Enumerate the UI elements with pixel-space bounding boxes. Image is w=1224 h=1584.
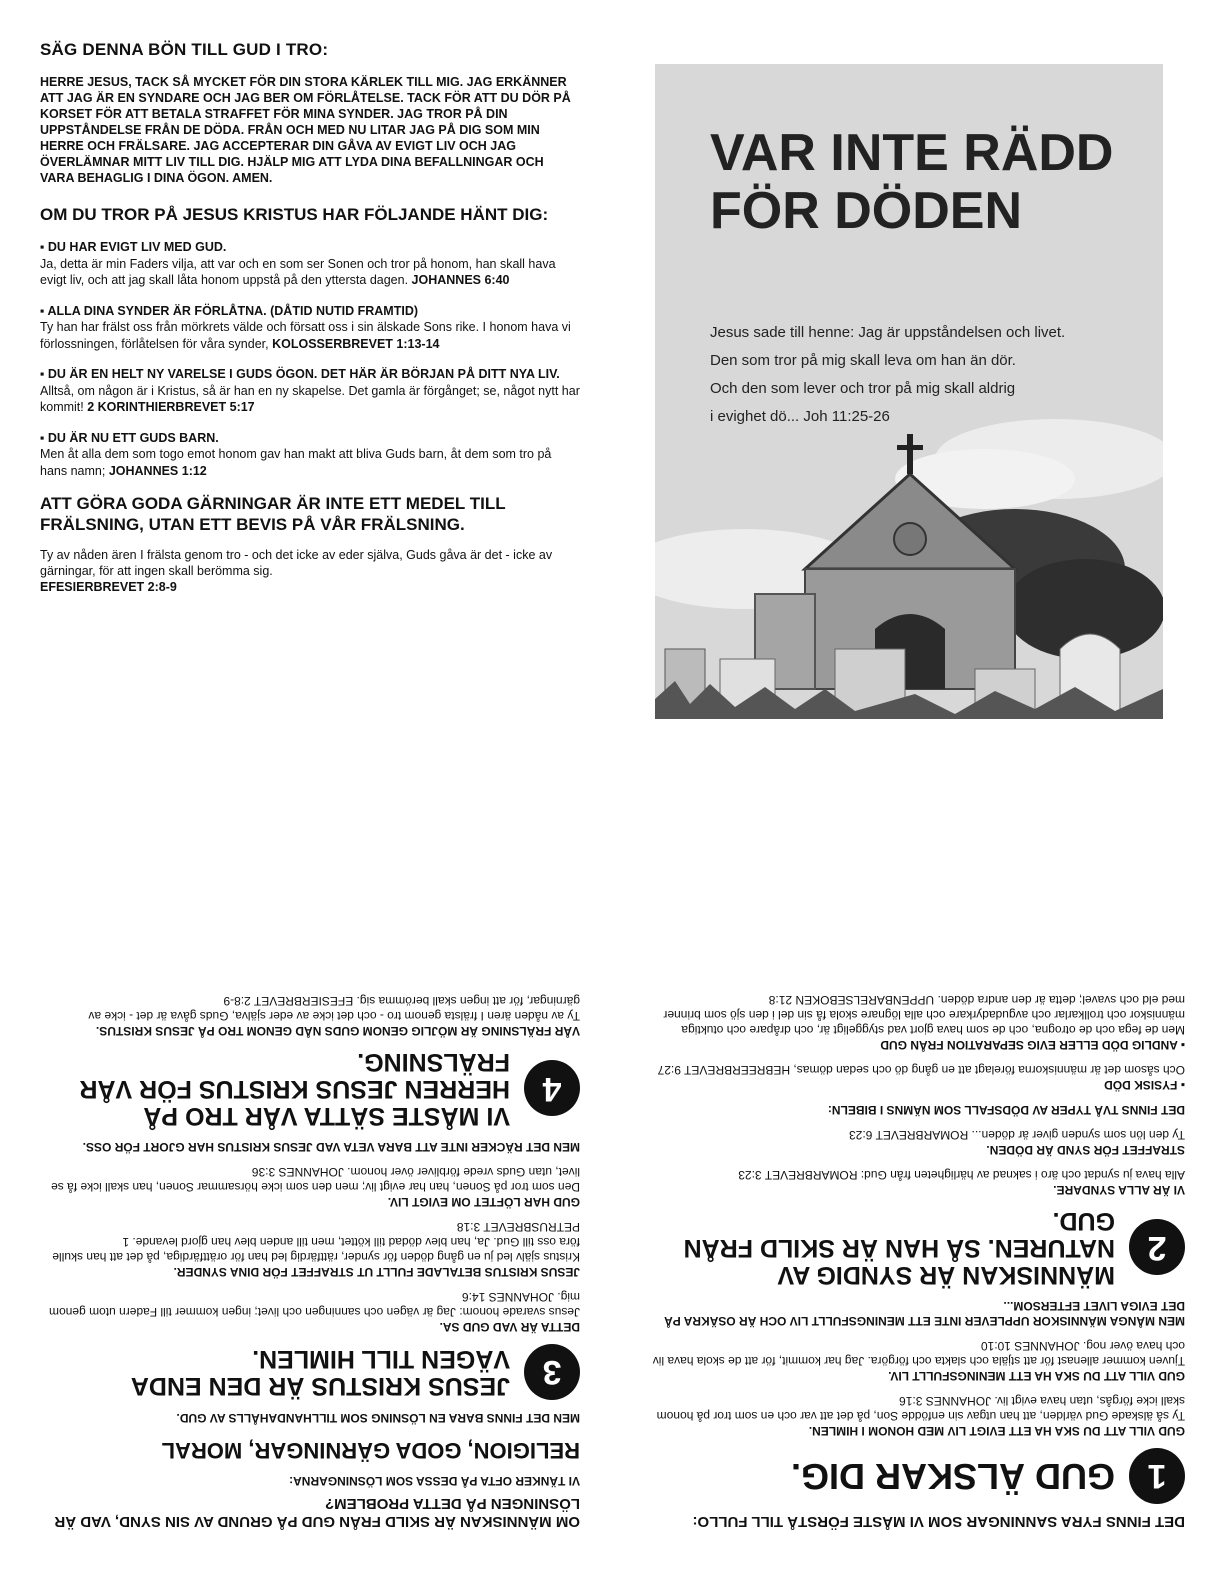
block-title: STRAFFET FÖR SYND ÄR DÖDEN. <box>986 1143 1185 1157</box>
prayer-panel <box>40 40 580 595</box>
cover-verse-line: Den som tror på mig skall leva om han än dör. <box>710 352 1016 369</box>
step-1-block <box>645 1338 1185 1383</box>
block-text: Kristus själv led ju en gång döden för synder, rättfärdig led han för orättfärdiga, på det att han skulle föra oss till Gud. Ja, han blev dödad till köttet, men till anden blev han gjord levande. 1 PETRUSBREVET 3:18 <box>52 1220 580 1264</box>
cover-verse-line: Jesus sade till henne: Jag är uppståndelsen och livet. <box>710 324 1066 341</box>
block-title: MEN MÅNGA MÄNNISKOR UPPLEVER INTE ETT MENINGSFULLT LIV OCH ÄR OSÄKRA PÅ DET EVIGA LIVET EFTERSOM... <box>664 1299 1185 1328</box>
cross-icon <box>897 445 923 450</box>
step-3-header <box>40 1344 580 1400</box>
step-3-number-badge: 3 <box>524 1344 580 1400</box>
step-4-block <box>40 993 580 1038</box>
benefit-text: Ja, detta är min Faders vilja, att var och en som ser Sonen och tror på honom, han skall hava evigt liv, och att jag skall låta honom uppstå på den yttersta dagen. <box>40 256 556 287</box>
step-2-header <box>645 1207 1185 1288</box>
step-1-block <box>645 1298 1185 1328</box>
problem-question: OM MÄNNISKAN ÄR SKILD FRÅN GUD PÅ GRUND AV SIN SYND, VAD ÄR LÖSNINGEN PÅ DETTA PROBLEM? <box>54 1495 580 1530</box>
block-title: VÅR FRÄLSNING ÄR MÖJLIG GENOM GUDS NÅD GENOM TRO PÅ JESUS KRISTUS. <box>95 1024 580 1038</box>
benefit-item <box>40 430 580 480</box>
step-2-block <box>645 1102 1185 1117</box>
block-text: Men de fega och de otrogna, och de som hava gjort vad styggeligt är, och dråpare och otuktiga människor och trollkarlar och avgudadyrkare och alla lögnare skola få sin del i den sjö som brinner med eld och svavel; detta är den andra döden. UPPENBARELSEBOKEN 21:8 <box>663 993 1185 1037</box>
cover-verse-line: Och den som lever och tror på mig skall aldrig <box>710 380 1016 397</box>
step-2-block <box>645 1062 1185 1092</box>
truths-panel-3-4 <box>40 860 580 1530</box>
step-1-header <box>645 1448 1185 1504</box>
step-3-title: JESUS KRISTUS ÄR DEN ENDA VÄGEN TILL HIMLEN. <box>131 1345 510 1400</box>
block-title: GUD HAR LÖFTET OM EVIGT LIV. <box>387 1195 580 1209</box>
step-2-block <box>645 1127 1185 1157</box>
good-works-heading: ATT GÖRA GODA GÄRNINGAR ÄR INTE ETT MEDEL TILL FRÄLSNING, UTAN ETT BEVIS PÅ VÅR FRÄLSNING. <box>40 494 506 534</box>
step-2-title: MÄNNISKAN ÄR SYNDIG AV NATUREN. SÅ HAN ÄR SKILD FRÅN GUD. <box>683 1207 1115 1289</box>
four-truths-intro: DET FINNS FYRA SANNINGAR SOM VI MÅSTE FÖRSTÅ TILL FULLO: <box>692 1513 1185 1530</box>
rose-window <box>894 523 926 555</box>
step-3-block <box>40 1289 580 1334</box>
block-title: ▪ ANDLIG DÖD ELLER EVIG SEPARATION FRÅN GUD <box>880 1038 1185 1052</box>
cover-title: VAR INTE RÄDD FÖR DÖDEN <box>710 124 1114 240</box>
step-1-title: GUD ÄLSKAR DIG. <box>791 1456 1115 1497</box>
common-solutions-intro: VI TÄNKER OFTA PÅ DESSA SOM LÖSNINGARNA: <box>289 1474 580 1488</box>
benefit-text: Ty han har frälst oss från mörkrets välde och försatt oss i sin älskade Sons rike. I honom hava vi förlossningen, förlåtelsen för våra synder, <box>40 320 571 351</box>
prayer-heading: SÄG DENNA BÖN TILL GUD I TRO: <box>40 40 329 59</box>
block-text: Jesus svarade honom: Jag är vägen och sanningen och livet; ingen kommer till Fadern utom genom mig. JOHANNES 14:6 <box>49 1290 580 1319</box>
step-4-header <box>40 1048 580 1129</box>
block-title: GUD VILL ATT DU SKA HA ETT EVIGT LIV MED HONOM I HIMLEN. <box>808 1424 1185 1438</box>
benefit-text: Men åt alla dem som togo emot honom gav han makt att bliva Guds barn, åt dem som tro på hans namn; <box>40 447 552 478</box>
step-2-block <box>645 992 1185 1052</box>
closing-ref: EFESIERBREVET 2:8-9 <box>40 580 177 594</box>
block-title: VI ÄR ALLA SYNDARE. <box>1053 1183 1185 1197</box>
step-3-block <box>40 1219 580 1279</box>
block-text: Tjuven kommer allenast för att stjäla och slakta och förgöra. Jag har kommit, för att de skola hava liv och hava över nog. JOHANNES 10:10 <box>652 1339 1185 1368</box>
benefit-ref: JOHANNES 6:40 <box>411 273 510 287</box>
cross-icon <box>907 434 913 474</box>
step-4-title: VI MÅSTE SÄTTA VÅR TRO PÅ HERREN JESUS KRISTUS FÖR VÅR FRÄLSNING. <box>79 1048 510 1130</box>
block-title: DET FINNS TVÅ TYPER AV DÖDSFALL SOM NÄMNS I BIBELN: <box>827 1103 1185 1117</box>
prayer-text: HERRE JESUS, TACK SÅ MYCKET FÖR DIN STORA KÄRLEK TILL MIG. JAG ERKÄNNER ATT JAG ÄR EN SYNDARE OCH JAG BER OM FÖRLÅTELSE. TACK FÖR ATT DU DÖR PÅ KORSET FÖR ATT BETALA STRAFFET FÖR MINA SYNDER. JAG TROR PÅ DIN UPPSTÅNDELSE FRÅN DE DÖDA. FRÅN OCH MED NU LITAR JAG PÅ DIG SOM MIN HERRE OCH FRÄLSARE. JAG ACCEPTERAR DIN GÅVA AV EVIGT LIV OCH JAG ÖVERLÄMNAR MITT LIV TILL DIG. HJÄLP MIG ATT LYDA DINA BEFALLNINGAR OCH VARA BEHAGLIG I DINA ÖGON. AMEN. <box>40 75 571 185</box>
block-text: Alla hava ju syndat och äro i saknad av härligheten från Gud: ROMARBREVET 3:23 <box>738 1168 1185 1182</box>
closing-text: Ty av nåden ären I frälsta genom tro - och det icke av eder själva, Guds gåva är det - icke av gärningar, för att ingen skall berömma sig. <box>40 548 553 578</box>
benefit-ref: 2 KORINTHIERBREVET 5:17 <box>87 400 255 414</box>
benefit-ref: KOLOSSERBREVET 1:13-14 <box>272 336 440 351</box>
step-1-block <box>645 1393 1185 1438</box>
block-text: Ty så älskade Gud världen, att han utgav sin enfödde Son, på det att var och en som tror på honom skall icke förgås, utan hava evigt liv. JOHANNES 3:16 <box>656 1394 1185 1423</box>
only-solution: MEN DET FINNS BARA EN LÖSNING SOM TILLHANDAHÅLLS AV GUD. <box>176 1411 580 1425</box>
benefit-text: Alltså, om någon är i Kristus, så är han en ny skapelse. Det gamla är förgånget; se, något nytt har kommit! <box>40 383 580 414</box>
block-title: ▪ FYSISK DÖD <box>1104 1078 1185 1092</box>
step-4-number-badge: 4 <box>524 1061 580 1117</box>
block-title: GUD VILL ATT DU SKA HA ETT MENINGSFULLT LIV. <box>888 1369 1185 1383</box>
closing-verse <box>40 547 580 595</box>
faith-heading: OM DU TROR PÅ JESUS KRISTUS HAR FÖLJANDE HÄNT DIG: <box>40 205 549 224</box>
block-text: Ty av nåden ären I frälsta genom tro - och det icke av eder själva, Guds gåva är det - icke av gärningar, för att ingen skall berömma sig. EFESIERBREVET 2:8-9 <box>88 994 580 1023</box>
benefit-item <box>40 303 580 353</box>
block-text: Och såsom det är människorna förelagt att en gång dö och sedan dömas, HEBREERBREVET 9:27 <box>657 1063 1185 1077</box>
benefit-item <box>40 366 580 416</box>
block-text: Den som tror på Sonen, han har evigt liv; men den som icke hörsammar Sonen, han skall icke få se livet, utan Guds vrede förbliver över honom. JOHANNES 3:36 <box>51 1165 580 1194</box>
benefit-title: ▪ DU ÄR EN HELT NY VARELSE I GUDS ÖGON. DET HÄR ÄR BÖRJAN PÅ DITT NYA LIV. <box>40 367 560 381</box>
cover-verse-line: i evighet dö... Joh 11:25-26 <box>710 408 890 425</box>
benefit-title: ▪ DU HAR EVIGT LIV MED GUD. <box>40 240 227 254</box>
block-title: JESUS KRISTUS BETALADE FULLT UT STRAFFET FÖR DINA SYNDER. <box>173 1265 580 1279</box>
block-title: DETTA ÄR VAD GUD SA. <box>439 1320 580 1334</box>
benefit-item <box>40 239 580 289</box>
block-text: Ty den lön som synden giver är döden... ROMARBREVET 6:23 <box>849 1128 1185 1142</box>
benefit-title: ▪ ALLA DINA SYNDER ÄR FÖRLÅTNA. (DÅTID NUTID FRAMTID) <box>40 303 419 318</box>
step-3-block <box>40 1139 580 1154</box>
step-2-block <box>645 1167 1185 1197</box>
chapel-illustration <box>655 419 1163 719</box>
benefit-ref: JOHANNES 1:12 <box>108 463 207 478</box>
step-2-number-badge: 2 <box>1129 1220 1185 1276</box>
block-title: MEN DET RÄCKER INTE ATT BARA VETA VAD JESUS KRISTUS HAR GJORT FÖR OSS. <box>82 1140 580 1154</box>
step-1-number-badge: 1 <box>1129 1448 1185 1504</box>
cover-verse <box>710 319 1140 431</box>
benefit-title: ▪ DU ÄR NU ETT GUDS BARN. <box>40 430 219 445</box>
step-3-block <box>40 1164 580 1209</box>
cover-panel <box>655 64 1163 719</box>
truths-panel-1-2 <box>645 840 1185 1530</box>
common-solutions: RELIGION, GODA GÄRNINGAR, MORAL <box>161 1438 580 1463</box>
